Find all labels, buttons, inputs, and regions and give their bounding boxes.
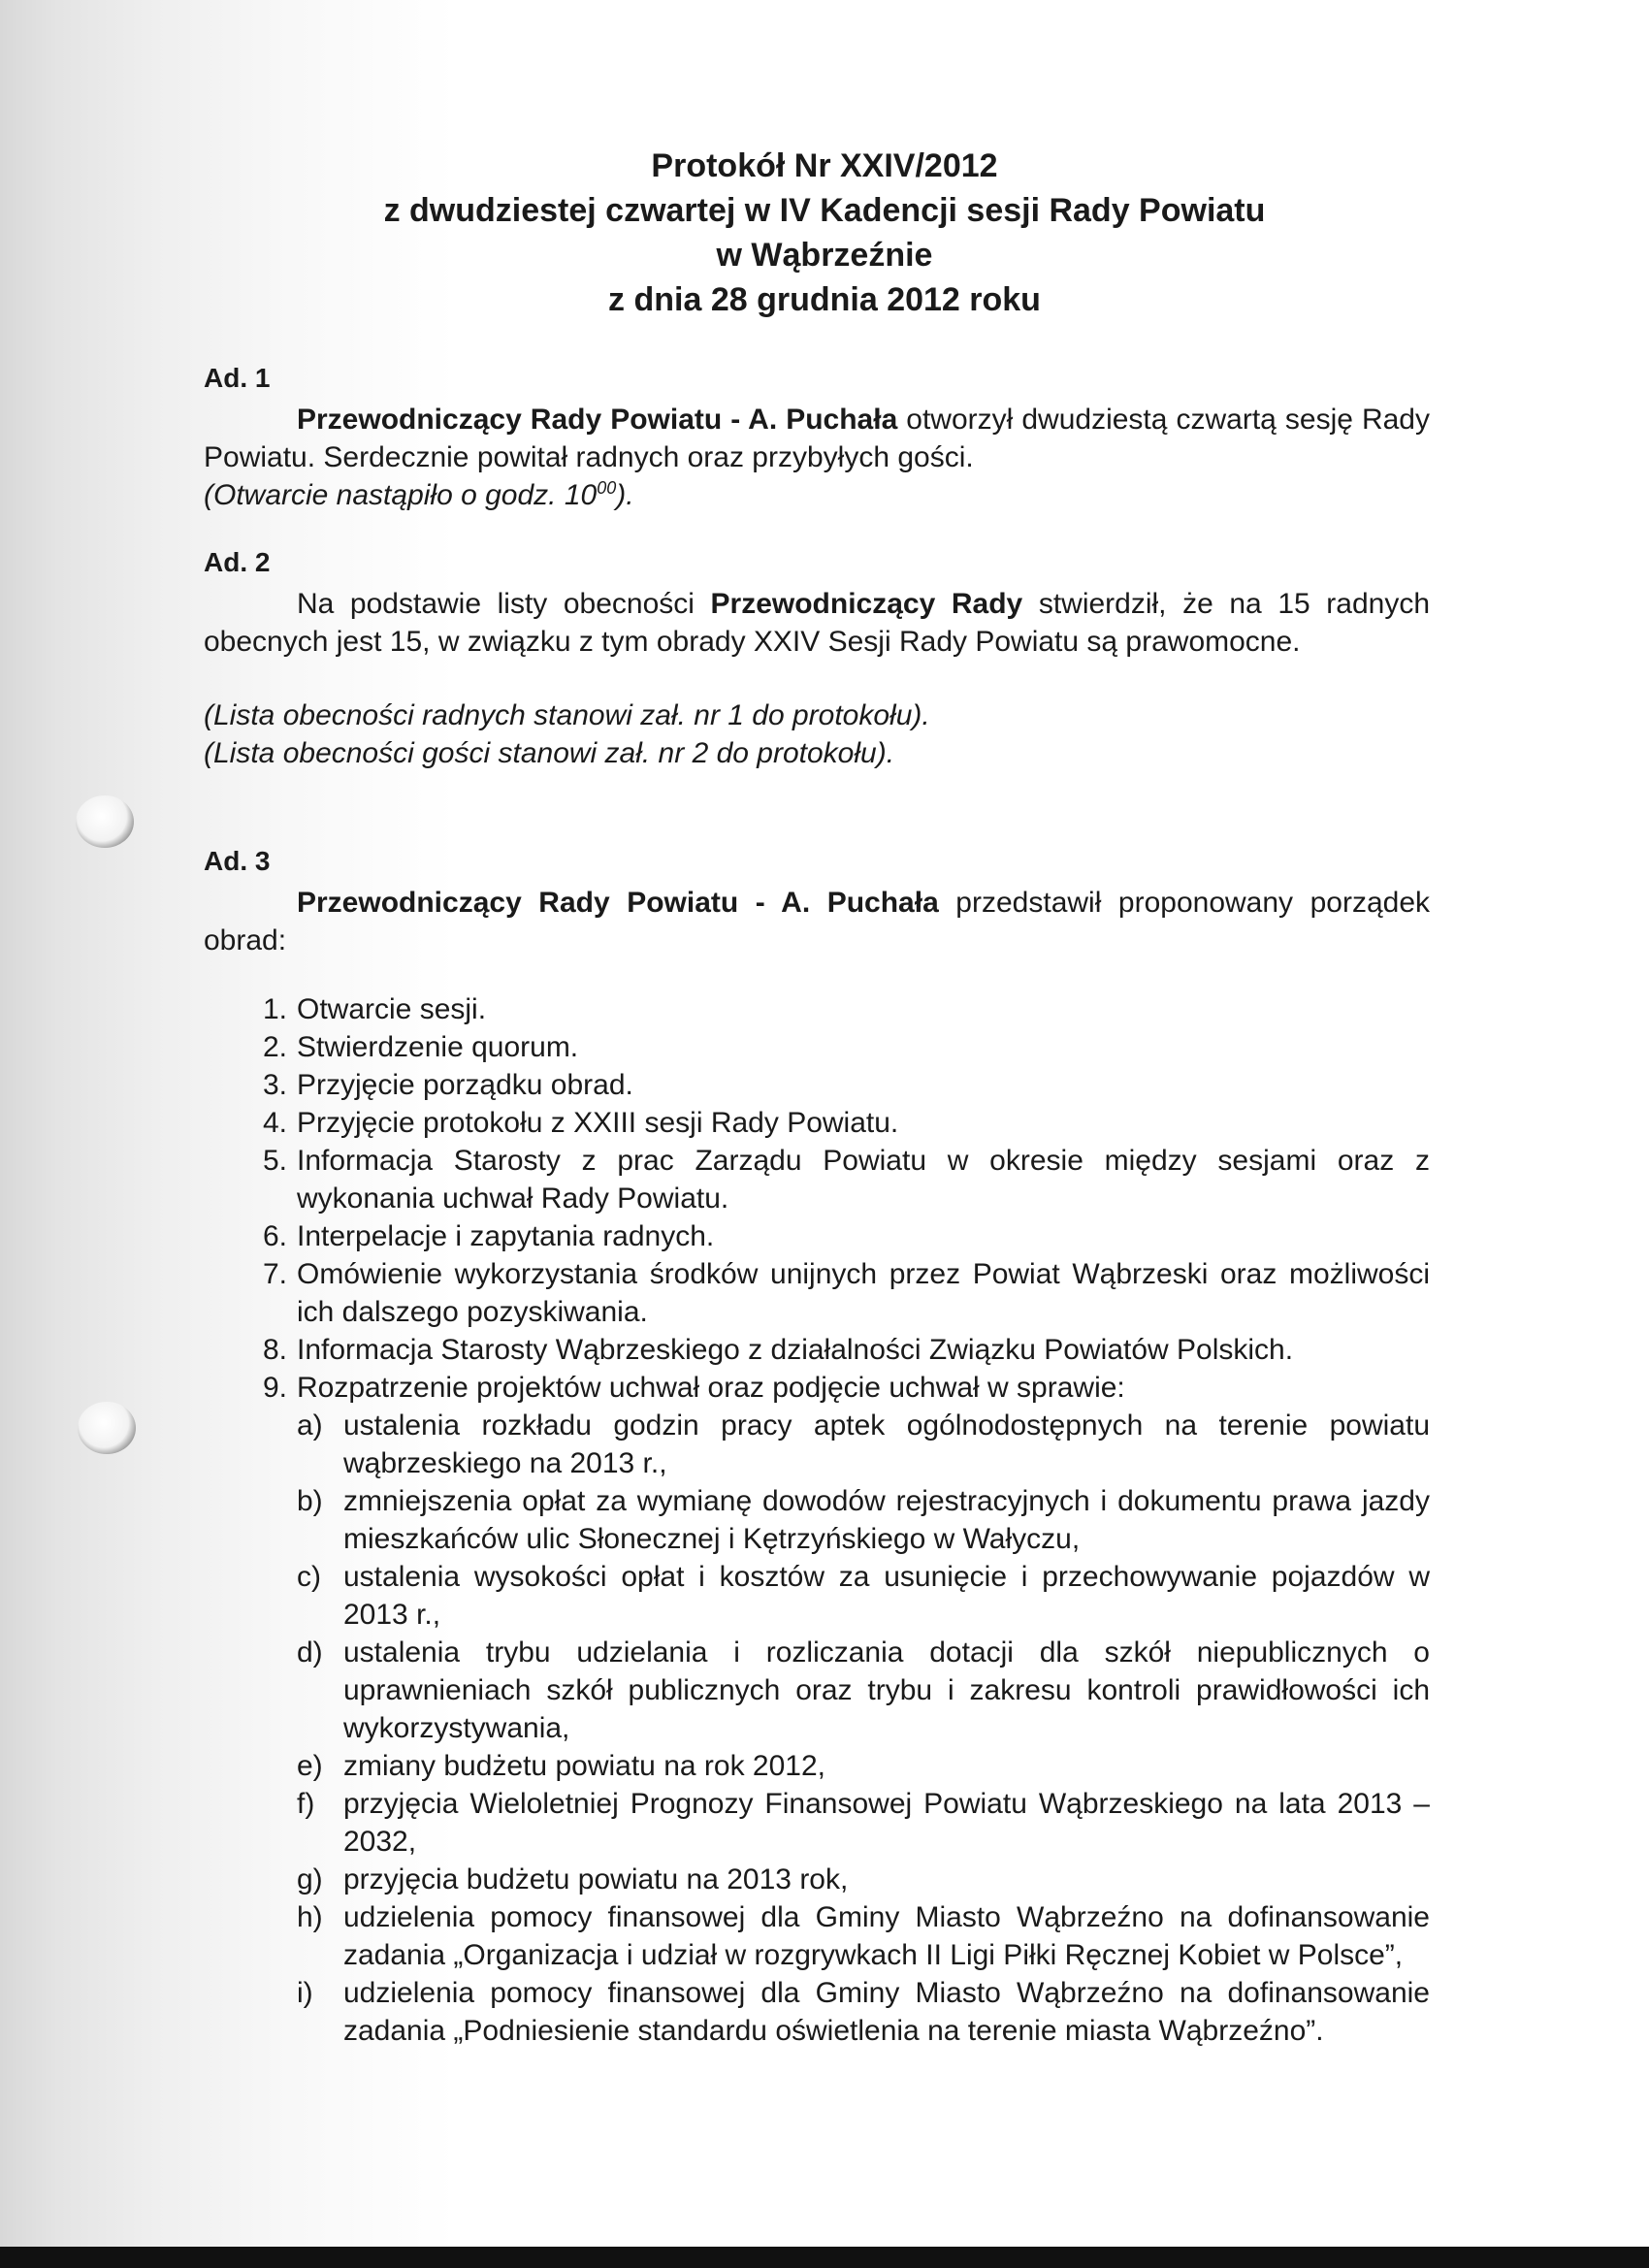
agenda-item-text: Przyjęcie porządku obrad. xyxy=(297,1069,633,1101)
resolution-text: zmiany budżetu powiatu na rok 2012, xyxy=(343,1750,825,1782)
resolution-text: przyjęcia Wieloletniej Prognozy Finansowej Powiatu Wąbrzeskiego na lata 2013 – 2032, xyxy=(343,1788,1430,1858)
agenda-item-text: Przyjęcie protokołu z XXIII sesji Rady Powiatu. xyxy=(297,1107,899,1139)
agenda-item xyxy=(204,1369,1430,2050)
resolution-text: udzielenia pomocy finansowej dla Gminy Miasto Wąbrzeźno na dofinansowanie zadania „Podniesienie standardu oświetlenia na terenie miasta Wąbrzeźno”. xyxy=(343,1977,1430,2047)
section-paragraph xyxy=(204,401,1430,476)
resolution-item xyxy=(297,1898,1430,1974)
agenda-item-number: 4. xyxy=(262,1107,287,1139)
paragraph-text: przedstawił proponowany porządek obrad: xyxy=(204,887,1431,956)
resolution-letter: g) xyxy=(297,1863,323,1895)
agenda-item-text: Informacja Starosty z prac Zarządu Powiatu w okresie między sesjami oraz z wykonania uchwał Rady Powiatu. xyxy=(297,1145,1430,1215)
agenda-item-text: Rozpatrzenie projektów uchwał oraz podjęcie uchwał w sprawie: xyxy=(297,1372,1125,1404)
title-line-4: z dnia 28 grudnia 2012 roku xyxy=(608,281,1041,318)
resolution-letter: b) xyxy=(297,1485,323,1517)
resolution-item xyxy=(297,1407,1430,1482)
agenda-item-number: 1. xyxy=(262,993,287,1025)
resolution-item xyxy=(297,1785,1430,1861)
resolution-item xyxy=(297,1861,1430,1898)
section-ad-1 xyxy=(204,359,1430,514)
chairman-name: Przewodniczący Rady Powiatu - A. Puchała xyxy=(297,404,898,436)
resolution-text: ustalenia rozkładu godzin pracy aptek ogólnodostępnych na terenie powiatu wąbrzeskiego na 2013 r., xyxy=(343,1409,1430,1479)
resolution-text: ustalenia trybu udzielania i rozliczania dotacji dla szkół niepublicznych o uprawnieniach szkół publicznych oraz trybu i zakresu kontroli prawidłowości ich wykorzystywania, xyxy=(343,1636,1430,1744)
paragraph-text-end: stwierdził, że na 15 radnych obecnych jest 15, w związku z tym obrady XXIV Sesji Rady Powiatu są prawomocne. xyxy=(204,588,1430,658)
resolution-text: przyjęcia budżetu powiatu na 2013 rok, xyxy=(343,1863,849,1895)
agenda-item-number: 6. xyxy=(262,1220,287,1252)
resolution-text: udzielenia pomocy finansowej dla Gminy Miasto Wąbrzeźno na dofinansowanie zadania „Organizacja i udział w rozgrywkach II Ligi Piłki Ręcznej Kobiet w Polsce”, xyxy=(343,1901,1430,1971)
resolution-text: zmniejszenia opłat za wymianę dowodów rejestracyjnych i dokumentu prawa jazdy mieszkańców ulic Słonecznej i Kętrzyńskiego w Wałyczu, xyxy=(343,1485,1430,1555)
chairman-name: Przewodniczący Rady Powiatu - A. Puchała xyxy=(297,887,939,919)
agenda-item-number: 9. xyxy=(262,1372,287,1404)
attendance-note-councillors: (Lista obecności radnych stanowi zał. nr 1 do protokołu). xyxy=(204,699,930,731)
paragraph-text: otworzył dwudziestą czwartą sesję Rady Powiatu. Serdecznie powitał radnych oraz przybyłych gości. xyxy=(204,404,1430,473)
section-label: Ad. 3 xyxy=(204,846,271,876)
agenda-item-text: Informacja Starosty Wąbrzeskiego z działalności Związku Powiatów Polskich. xyxy=(297,1334,1294,1366)
resolution-item xyxy=(297,1747,1430,1785)
section-label: Ad. 2 xyxy=(204,547,271,577)
agenda-item-number: 7. xyxy=(262,1258,287,1290)
agenda-item xyxy=(204,1142,1430,1217)
agenda-item xyxy=(204,1255,1430,1331)
title-line-3: w Wąbrzeźnie xyxy=(716,237,933,274)
agenda-item xyxy=(204,1331,1430,1369)
agenda-list xyxy=(204,990,1430,2050)
resolution-item xyxy=(297,1634,1430,1747)
agenda-item-number: 5. xyxy=(262,1145,287,1177)
section-paragraph xyxy=(204,585,1430,661)
resolution-item xyxy=(297,1482,1430,1558)
document-title xyxy=(242,144,1406,322)
resolution-letter: a) xyxy=(297,1409,323,1442)
resolution-item xyxy=(297,1974,1430,2050)
agenda-item-text: Interpelacje i zapytania radnych. xyxy=(297,1220,715,1252)
resolution-letter: i) xyxy=(297,1977,313,2009)
agenda-item-number: 2. xyxy=(262,1031,287,1063)
section-label: Ad. 1 xyxy=(204,363,271,393)
opening-time-note xyxy=(204,476,1430,514)
agenda-item xyxy=(204,1217,1430,1255)
section-ad-3 xyxy=(204,842,1430,2050)
resolution-text: ustalenia wysokości opłat i kosztów za usunięcie i przechowywanie pojazdów w 2013 r., xyxy=(343,1561,1430,1631)
agenda-item-text: Omówienie wykorzystania środków unijnych przez Powiat Wąbrzeski oraz możliwości ich dalszego pozyskiwania. xyxy=(297,1258,1430,1328)
agenda-item xyxy=(204,990,1430,1028)
agenda-item xyxy=(204,1028,1430,1066)
resolution-letter: c) xyxy=(297,1561,321,1593)
agenda-item xyxy=(204,1104,1430,1142)
section-ad-2 xyxy=(204,543,1430,772)
resolution-letter: e) xyxy=(297,1750,323,1782)
section-paragraph xyxy=(204,884,1430,959)
agenda-item-number: 3. xyxy=(262,1069,287,1101)
resolution-item xyxy=(297,1558,1430,1634)
resolution-letter: h) xyxy=(297,1901,323,1933)
note-superscript: 00 xyxy=(597,478,617,498)
agenda-item xyxy=(204,1066,1430,1104)
agenda-item-text: Otwarcie sesji. xyxy=(297,993,487,1025)
note-text: (Otwarcie nastąpiło o godz. 10 xyxy=(204,479,598,511)
paragraph-text: Na podstawie listy obecności xyxy=(297,588,711,620)
attendance-note-guests: (Lista obecności gości stanowi zał. nr 2 do protokołu). xyxy=(204,737,895,769)
resolution-letter: d) xyxy=(297,1636,323,1669)
title-line-2: z dwudziestej czwartej w IV Kadencji sesji Rady Powiatu xyxy=(383,192,1266,229)
agenda-item-number: 8. xyxy=(262,1334,287,1366)
agenda-item-text: Stwierdzenie quorum. xyxy=(297,1031,579,1063)
resolution-letter: f) xyxy=(297,1788,315,1820)
note-text-end: ). xyxy=(616,479,634,511)
title-line-1: Protokół Nr XXIV/2012 xyxy=(651,147,998,184)
chairman-title: Przewodniczący Rady xyxy=(710,588,1023,620)
resolution-sublist xyxy=(297,1407,1430,2050)
